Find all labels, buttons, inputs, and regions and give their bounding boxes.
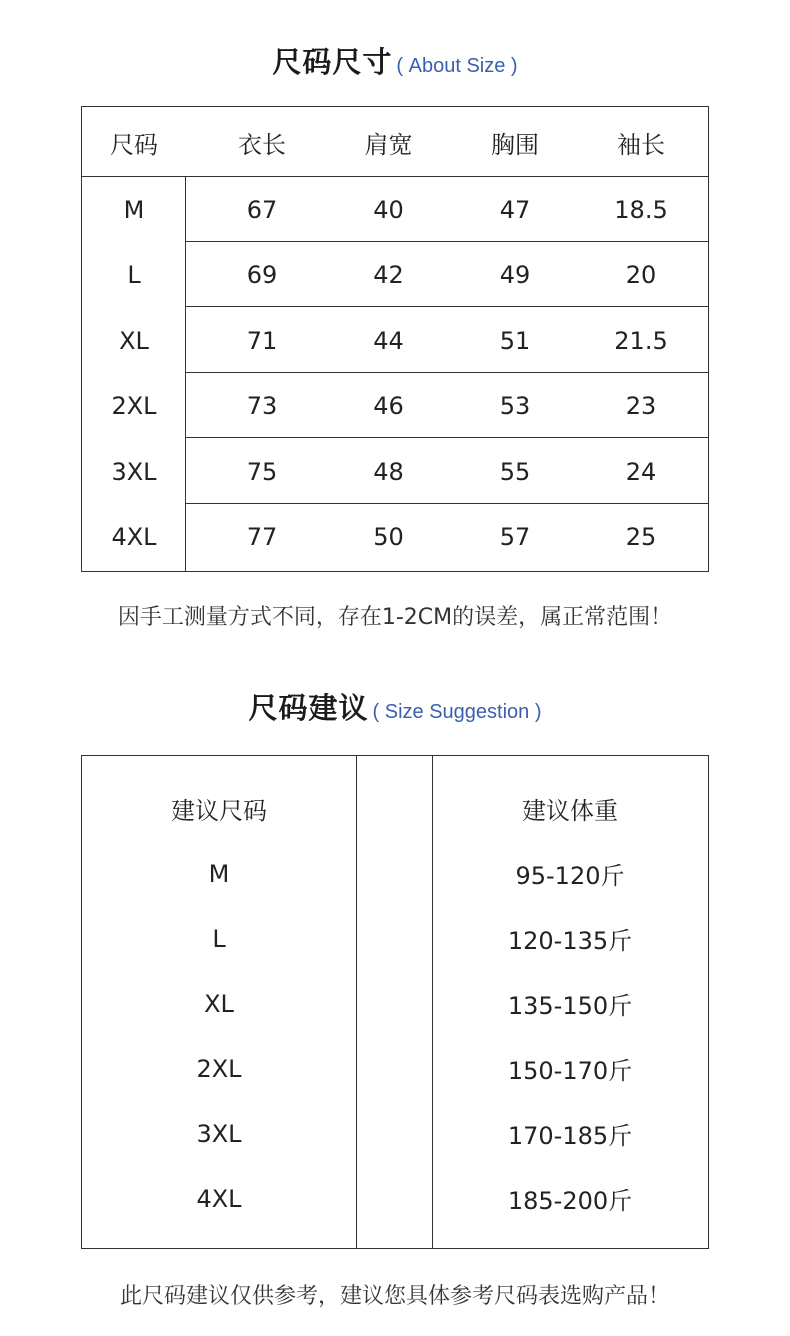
chest-cell: 53 xyxy=(499,391,531,420)
table-row xyxy=(186,504,708,569)
shoulder-cell: 46 xyxy=(373,391,404,420)
size-cell: 2XL xyxy=(111,391,157,420)
measurement-note: 因手工测量方式不同，存在1-2CM的误差，属正常范围！ xyxy=(117,605,673,630)
suggested-weight-cell: 170-185斤 xyxy=(507,1122,633,1150)
header-length: 衣长 xyxy=(238,130,286,159)
suggested-size-cell: 3XL xyxy=(196,1119,242,1148)
size-cell: 4XL xyxy=(111,522,157,551)
size-section-title xyxy=(0,40,790,81)
suggested-weight-cell: 185-200斤 xyxy=(507,1187,633,1215)
size-cell: L xyxy=(127,260,141,289)
suggested-weight-cell: 150-170斤 xyxy=(507,1057,633,1085)
header-shoulder: 肩宽 xyxy=(364,130,413,159)
chest-cell: 51 xyxy=(499,326,531,355)
suggestion-table xyxy=(81,755,709,1249)
suggested-weight-cell: 135-150斤 xyxy=(507,992,633,1020)
header-chest: 胸围 xyxy=(491,130,539,159)
sleeve-cell: 24 xyxy=(625,457,657,486)
sleeve-cell: 18.5 xyxy=(614,195,668,224)
size-cell: M xyxy=(123,195,145,224)
suggested-size-cell: XL xyxy=(204,989,234,1018)
sleeve-cell: 21.5 xyxy=(614,326,668,355)
header-size: 尺码 xyxy=(110,130,158,159)
header-suggested-weight: 建议体重 xyxy=(522,797,618,825)
suggested-size-cell: 4XL xyxy=(196,1184,242,1213)
shoulder-cell: 40 xyxy=(373,195,404,224)
length-cell: 75 xyxy=(246,457,278,486)
length-cell: 71 xyxy=(246,326,278,355)
suggested-size-cell: 2XL xyxy=(196,1054,242,1083)
table-row xyxy=(186,177,708,242)
header-sleeve: 袖长 xyxy=(617,130,665,159)
size-column xyxy=(82,177,186,571)
suggested-size-cell: M xyxy=(208,859,230,888)
sleeve-cell: 23 xyxy=(625,391,657,420)
chest-cell: 47 xyxy=(499,195,531,224)
shoulder-cell: 50 xyxy=(373,522,404,551)
header-suggested-size: 建议尺码 xyxy=(171,797,267,825)
size-table xyxy=(81,106,709,572)
size-title-text: 尺码尺寸 xyxy=(272,45,393,79)
suggestion-title-text: 尺码建议 xyxy=(248,691,369,725)
table-row xyxy=(186,308,708,373)
chest-cell: 57 xyxy=(499,522,531,551)
size-cell: XL xyxy=(119,326,149,355)
suggestion-section-title xyxy=(0,686,790,727)
length-cell: 69 xyxy=(246,260,278,289)
table-row xyxy=(186,242,708,307)
suggested-weight-cell: 120-135斤 xyxy=(507,927,633,955)
suggestion-note: 此尺码建议仅供参考，建议您具体参考尺码表选购产品！ xyxy=(119,1284,670,1309)
size-cell: 3XL xyxy=(111,457,157,486)
chest-cell: 55 xyxy=(499,457,531,486)
column-divider xyxy=(356,756,357,1248)
shoulder-cell: 44 xyxy=(373,326,404,355)
size-subtitle-text: ( About Size ) xyxy=(396,55,518,77)
chest-cell: 49 xyxy=(499,260,531,289)
shoulder-cell: 42 xyxy=(373,260,404,289)
sleeve-cell: 20 xyxy=(625,260,657,289)
suggestion-subtitle-text: ( Size Suggestion ) xyxy=(372,701,542,723)
suggested-size-cell: L xyxy=(212,924,226,953)
size-table-header xyxy=(82,107,708,177)
length-cell: 73 xyxy=(246,391,278,420)
length-cell: 67 xyxy=(246,195,278,224)
suggested-weight-cell: 95-120斤 xyxy=(515,862,625,890)
size-rows xyxy=(186,177,708,571)
table-row xyxy=(186,373,708,438)
table-row xyxy=(186,439,708,504)
sleeve-cell: 25 xyxy=(625,522,657,551)
length-cell: 77 xyxy=(246,522,278,551)
shoulder-cell: 48 xyxy=(373,457,404,486)
